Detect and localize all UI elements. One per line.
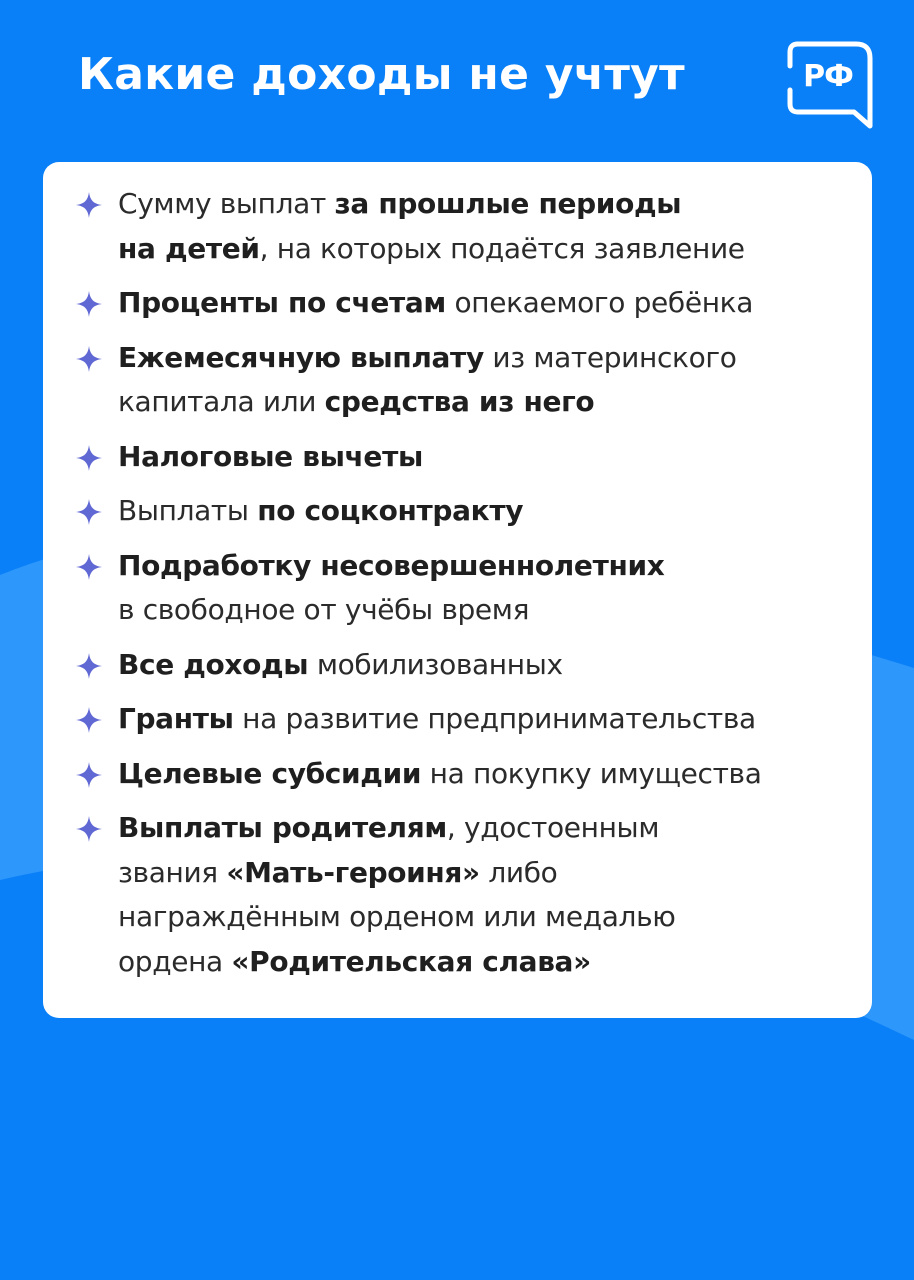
text: капитала или [118,385,325,418]
four-point-star-icon [76,346,102,372]
bold-text: Все доходы [118,647,309,681]
list-item-line [118,752,860,797]
four-point-star-icon [76,499,102,525]
bold-text: на детей [118,231,260,265]
logo [786,40,874,132]
four-point-star-icon [76,291,102,317]
bold-text: Ежемесячную выплату [118,340,484,374]
text: Выплаты [118,494,258,527]
four-point-star-icon [76,192,102,218]
list-item-line [118,544,860,589]
list-item [43,182,872,271]
bold-text: средства из него [324,385,595,418]
bold-text: по соцконтракту [257,494,524,527]
bold-text: «Родительская слава» [231,944,591,978]
bold-text: за прошлые периоды [334,187,682,220]
list-item-line [118,940,860,985]
text: , удостоенным [446,811,660,844]
list-item-line [118,588,860,633]
list-item-line [118,895,860,940]
list-item [43,281,872,326]
list-item-line [118,182,860,227]
list-item-line [118,643,860,688]
four-point-star-icon [76,707,102,733]
bold-text: Проценты по счетам [118,286,446,319]
income-list [43,182,872,984]
list-item-line [118,227,860,272]
text: на развитие предпринимательства [233,702,756,735]
income-list-card [43,162,872,1018]
text: награждённым орденом или медалью [118,900,676,933]
text: из материнского [483,340,737,374]
list-item [43,752,872,797]
bold-text: Гранты [118,702,234,735]
bold-text: Подработку несовершеннолетних [118,548,665,582]
list-item [43,806,872,984]
bold-text: «Мать-героиня» [226,855,480,889]
list-item [43,435,872,480]
text: Сумму выплат [118,187,335,220]
list-item-line [118,281,860,326]
four-point-star-icon [76,762,102,788]
four-point-star-icon [76,445,102,471]
bold-text: Выплаты родителям [118,811,447,844]
list-item-line [118,806,860,851]
list-item-line [118,697,860,742]
text: ордена [118,944,232,978]
list-item-line [118,851,860,896]
bold-text: Целевые субсидии [118,756,422,790]
list-item [43,336,872,425]
logo-text: РФ [803,59,853,94]
text: звания [118,855,227,889]
list-item-line [118,336,860,381]
text: на покупку имущества [421,756,762,790]
four-point-star-icon [76,554,102,580]
list-item [43,697,872,742]
four-point-star-icon [76,816,102,842]
bold-text: Налоговые вычеты [118,439,423,473]
list-item-line [118,380,860,425]
four-point-star-icon [76,653,102,679]
list-item [43,544,872,633]
text: в свободное от учёбы время [118,593,530,626]
list-item [43,643,872,688]
text: либо [479,855,558,889]
list-item [43,489,872,534]
text: опекаемого ребёнка [445,286,754,319]
page-title: Какие доходы не учтут [78,49,685,100]
list-item-line [118,489,860,534]
text: мобилизованных [308,647,563,681]
list-item-line [118,435,860,480]
text: , на которых подаётся заявление [259,231,745,265]
